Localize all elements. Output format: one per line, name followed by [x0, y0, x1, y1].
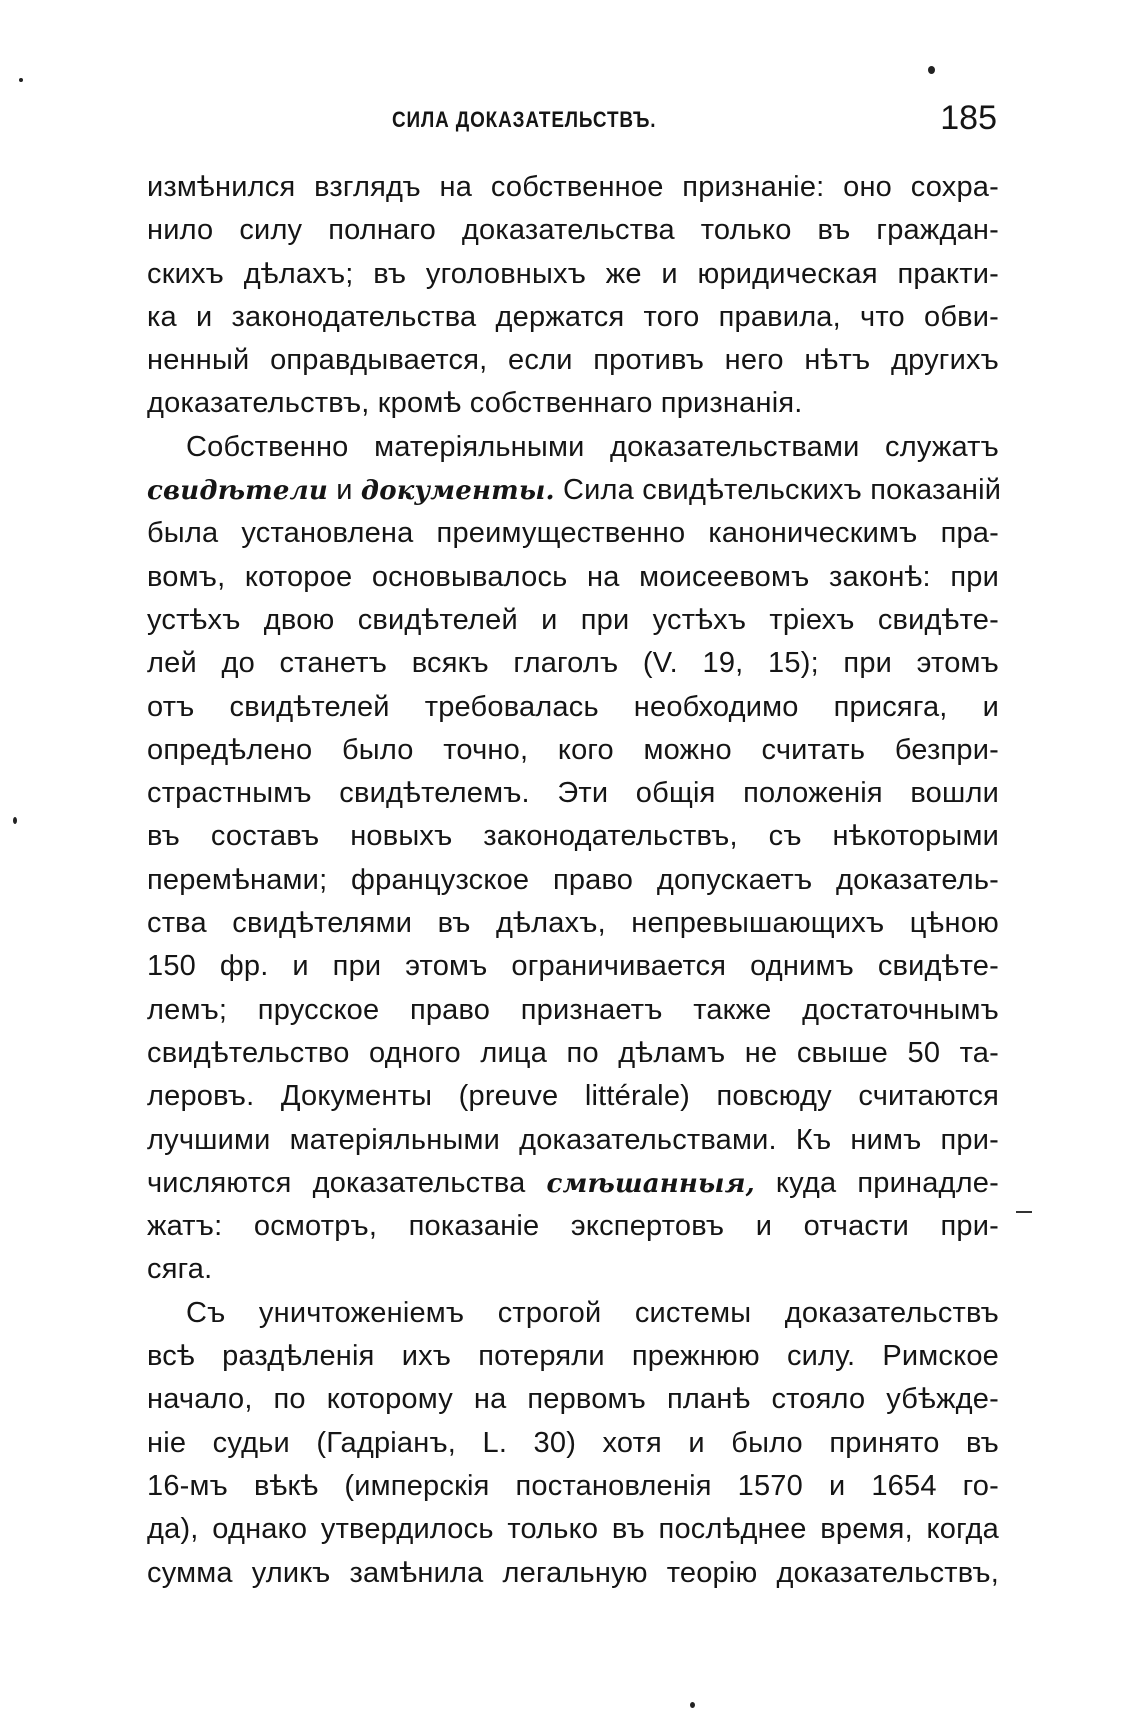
text-line	[147, 1162, 999, 1205]
text-line: жатъ: осмотръ, показаніе экспертовъ и отчасти при-	[147, 1210, 999, 1243]
text-line: лемъ; прусское право признаетъ также достаточнымъ	[147, 993, 999, 1026]
italic-term: документы.	[360, 476, 555, 507]
page-number: 185	[940, 99, 997, 137]
margin-mark	[1016, 1211, 1032, 1213]
ink-speck	[690, 1702, 695, 1708]
page-header	[147, 99, 997, 143]
text-line: измѣнился взглядъ на собственное признаніе: оно сохра-	[147, 171, 999, 203]
text-line: ства свидѣтелями въ дѣлахъ, непревышающихъ цѣною	[147, 907, 999, 940]
text-line: перемѣнами; французское право допускаетъ доказатель-	[147, 863, 999, 896]
text-line: ненный оправдывается, если противъ него нѣтъ другихъ	[147, 344, 999, 377]
text-line: свидѣтельство одного лица по дѣламъ не свыше 50 та-	[147, 1036, 999, 1069]
running-title: СИЛА ДОКАЗАТЕЛЬСТВЪ.	[392, 107, 657, 132]
text-line: опредѣлено было точно, кого можно считать безпри-	[147, 733, 999, 766]
text-line: 150 фр. и при этомъ ограничивается однимъ свидѣте-	[147, 950, 999, 983]
text-line	[147, 469, 1002, 512]
text-line: страстнымъ свидѣтелемъ. Эти общія положенія вошли	[147, 777, 999, 810]
italic-term: смѣшанныя,	[546, 1168, 755, 1199]
text-line: Собственно матеріяльными доказательствами служатъ	[186, 430, 999, 463]
text-fragment: куда принадле-	[775, 1166, 999, 1199]
text-line: вомъ, которое основывалось на моисеевомъ законѣ: при	[147, 560, 999, 593]
text-line: леровъ. Документы (preuve littérale) повсюду считаются	[147, 1080, 999, 1113]
ink-speck	[928, 66, 935, 74]
text-line: да), однако утвердилось только въ послѣднее время, когда	[147, 1513, 999, 1546]
text-fragment: Сила свидѣтельскихъ показаній	[563, 474, 1002, 507]
text-line: сумма уликъ замѣнила легальную теорію доказательствъ,	[147, 1556, 999, 1589]
text-line: доказательствъ, кромѣ собственнаго признанія.	[147, 387, 803, 420]
text-line: сяга.	[147, 1253, 213, 1286]
text-line: нило силу полнаго доказательства только въ граждан-	[147, 214, 999, 247]
ink-speck	[13, 817, 17, 824]
text-line: лучшими матеріяльными доказательствами. Къ нимъ при-	[147, 1123, 999, 1156]
ink-speck	[19, 78, 23, 82]
text-line: скихъ дѣлахъ; въ уголовныхъ же и юридическая практи-	[147, 257, 999, 290]
text-line: ніе судьи (Гадріанъ, L. 30) хотя и было принято въ	[147, 1426, 999, 1459]
text-line: лей до станетъ всякъ глаголъ (V. 19, 15); при этомъ	[147, 647, 999, 680]
text-fragment: и	[336, 474, 353, 507]
text-line: ка и законодательства держатся того правила, что обви-	[147, 300, 999, 333]
italic-term: свидѣтели	[147, 476, 328, 507]
text-line: въ составъ новыхъ законодательствъ, съ нѣкоторыми	[147, 820, 999, 853]
main-text	[147, 166, 1002, 1595]
text-line: 16-мъ вѣкѣ (имперскія постановленія 1570 и 1654 го-	[147, 1469, 999, 1502]
text-fragment: числяются доказательства	[147, 1166, 526, 1199]
text-line: устѣхъ двою свидѣтелей и при устѣхъ тріехъ свидѣте-	[147, 603, 999, 636]
text-line: Съ уничтоженіемъ строгой системы доказательствъ	[186, 1296, 999, 1329]
text-line: была установлена преимущественно каноническимъ пра-	[147, 517, 999, 550]
text-line: отъ свидѣтелей требовалась необходимо присяга, и	[147, 690, 999, 723]
text-line: начало, по которому на первомъ планѣ стояло убѣжде-	[147, 1383, 999, 1416]
text-line: всѣ раздѣленія ихъ потеряли прежнюю силу. Римское	[147, 1340, 999, 1373]
